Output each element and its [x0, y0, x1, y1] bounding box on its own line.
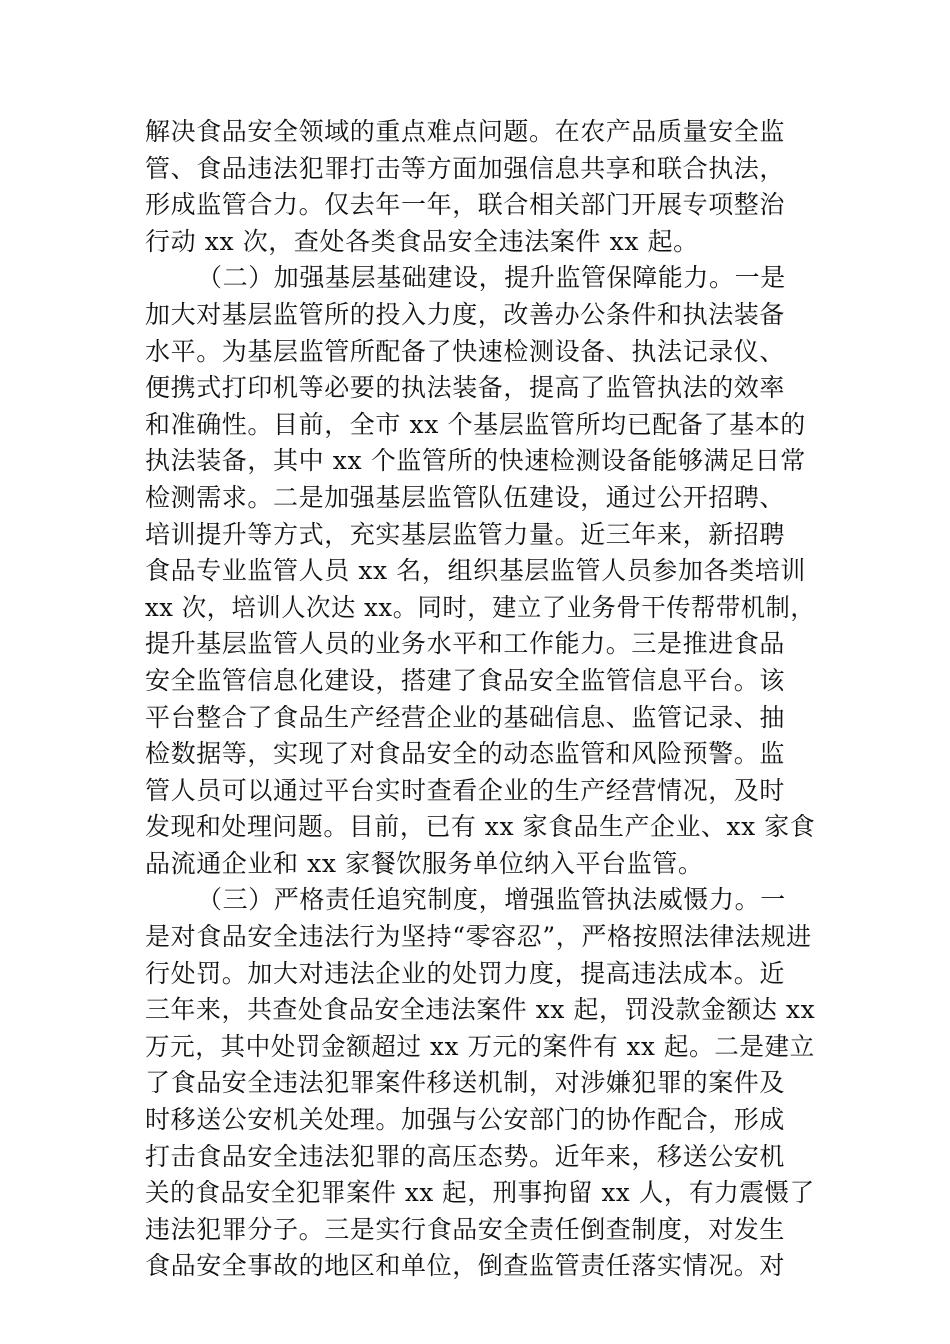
text-line: 提升基层监管人员的业务水平和工作能力。三是推进食品 — [145, 629, 786, 659]
text-line: 是对食品安全违法行为坚持“零容忍”，严格按照法律法规进 — [145, 922, 812, 952]
text-line: 三年来，共查处食品安全违法案件 xx 起，罚没款金额达 xx — [145, 995, 816, 1025]
text-line: 关的食品安全犯罪案件 xx 起，刑事拘留 xx 人，有力震慑了 — [145, 1178, 815, 1208]
text-line: 便携式打印机等必要的执法装备，提高了监管执法的效率 — [145, 373, 786, 403]
document-body — [145, 114, 815, 1285]
text-line: 品流通企业和 xx 家餐饮服务单位纳入平台监管。 — [145, 848, 704, 878]
text-line: 管人员可以通过平台实时查看企业的生产经营情况，及时 — [145, 775, 786, 805]
text-line: 食品安全事故的地区和单位，倒查监管责任落实情况。对 — [145, 1251, 786, 1281]
text-line: 执法装备，其中 xx 个监管所的快速检测设备能够满足日常 — [145, 446, 806, 476]
text-line: xx 次，培训人次达 xx。同时，建立了业务骨干传帮带机制， — [145, 592, 816, 622]
text-line: 打击食品安全违法犯罪的高压态势。近年来，移送公安机 — [145, 1141, 786, 1171]
paragraph-start-line: （二）加强基层基础建设，提升监管保障能力。一是 — [197, 263, 786, 293]
text-line: 形成监管合力。仅去年一年，联合相关部门开展专项整治 — [145, 190, 786, 220]
text-line: 加大对基层监管所的投入力度，改善办公条件和执法装备 — [145, 299, 786, 329]
text-line: 发现和处理问题。目前，已有 xx 家食品生产企业、xx 家食 — [145, 812, 816, 842]
text-line: 和准确性。目前，全市 xx 个基层监管所均已配备了基本的 — [145, 409, 806, 439]
text-line: 了食品安全违法犯罪案件移送机制，对涉嫌犯罪的案件及 — [145, 1068, 786, 1098]
text-line: 培训提升等方式，充实基层监管力量。近三年来，新招聘 — [145, 519, 786, 549]
text-line: 时移送公安机关处理。加强与公安部门的协作配合，形成 — [145, 1105, 786, 1135]
text-line: 违法犯罪分子。三是实行食品安全责任倒查制度，对发生 — [145, 1214, 786, 1244]
text-line: 解决食品安全领域的重点难点问题。在农产品质量安全监 — [145, 117, 786, 146]
text-line: 检数据等，实现了对食品安全的动态监管和风险预警。监 — [145, 739, 786, 769]
text-line: 水平。为基层监管所配备了快速检测设备、执法记录仪、 — [145, 336, 786, 366]
text-line: 平台整合了食品生产经营企业的基础信息、监管记录、抽 — [145, 702, 786, 732]
text-line: 检测需求。二是加强基层监管队伍建设，通过公开招聘、 — [145, 482, 786, 512]
paragraph-start-line: （三）严格责任追究制度，增强监管执法威慑力。一 — [197, 885, 786, 915]
text-line: 安全监管信息化建设，搭建了食品安全监管信息平台。该 — [145, 665, 786, 695]
text-line: 食品专业监管人员 xx 名，组织基层监管人员参加各类培训 — [145, 556, 806, 586]
text-line: 行处罚。加大对违法企业的处罚力度，提高违法成本。近 — [145, 958, 786, 988]
text-line: 管、食品违法犯罪打击等方面加强信息共享和联合执法， — [145, 153, 786, 183]
text-line: 行动 xx 次，查处各类食品安全违法案件 xx 起。 — [145, 226, 699, 256]
text-line: 万元，其中处罚金额超过 xx 万元的案件有 xx 起。二是建立 — [145, 1031, 815, 1061]
